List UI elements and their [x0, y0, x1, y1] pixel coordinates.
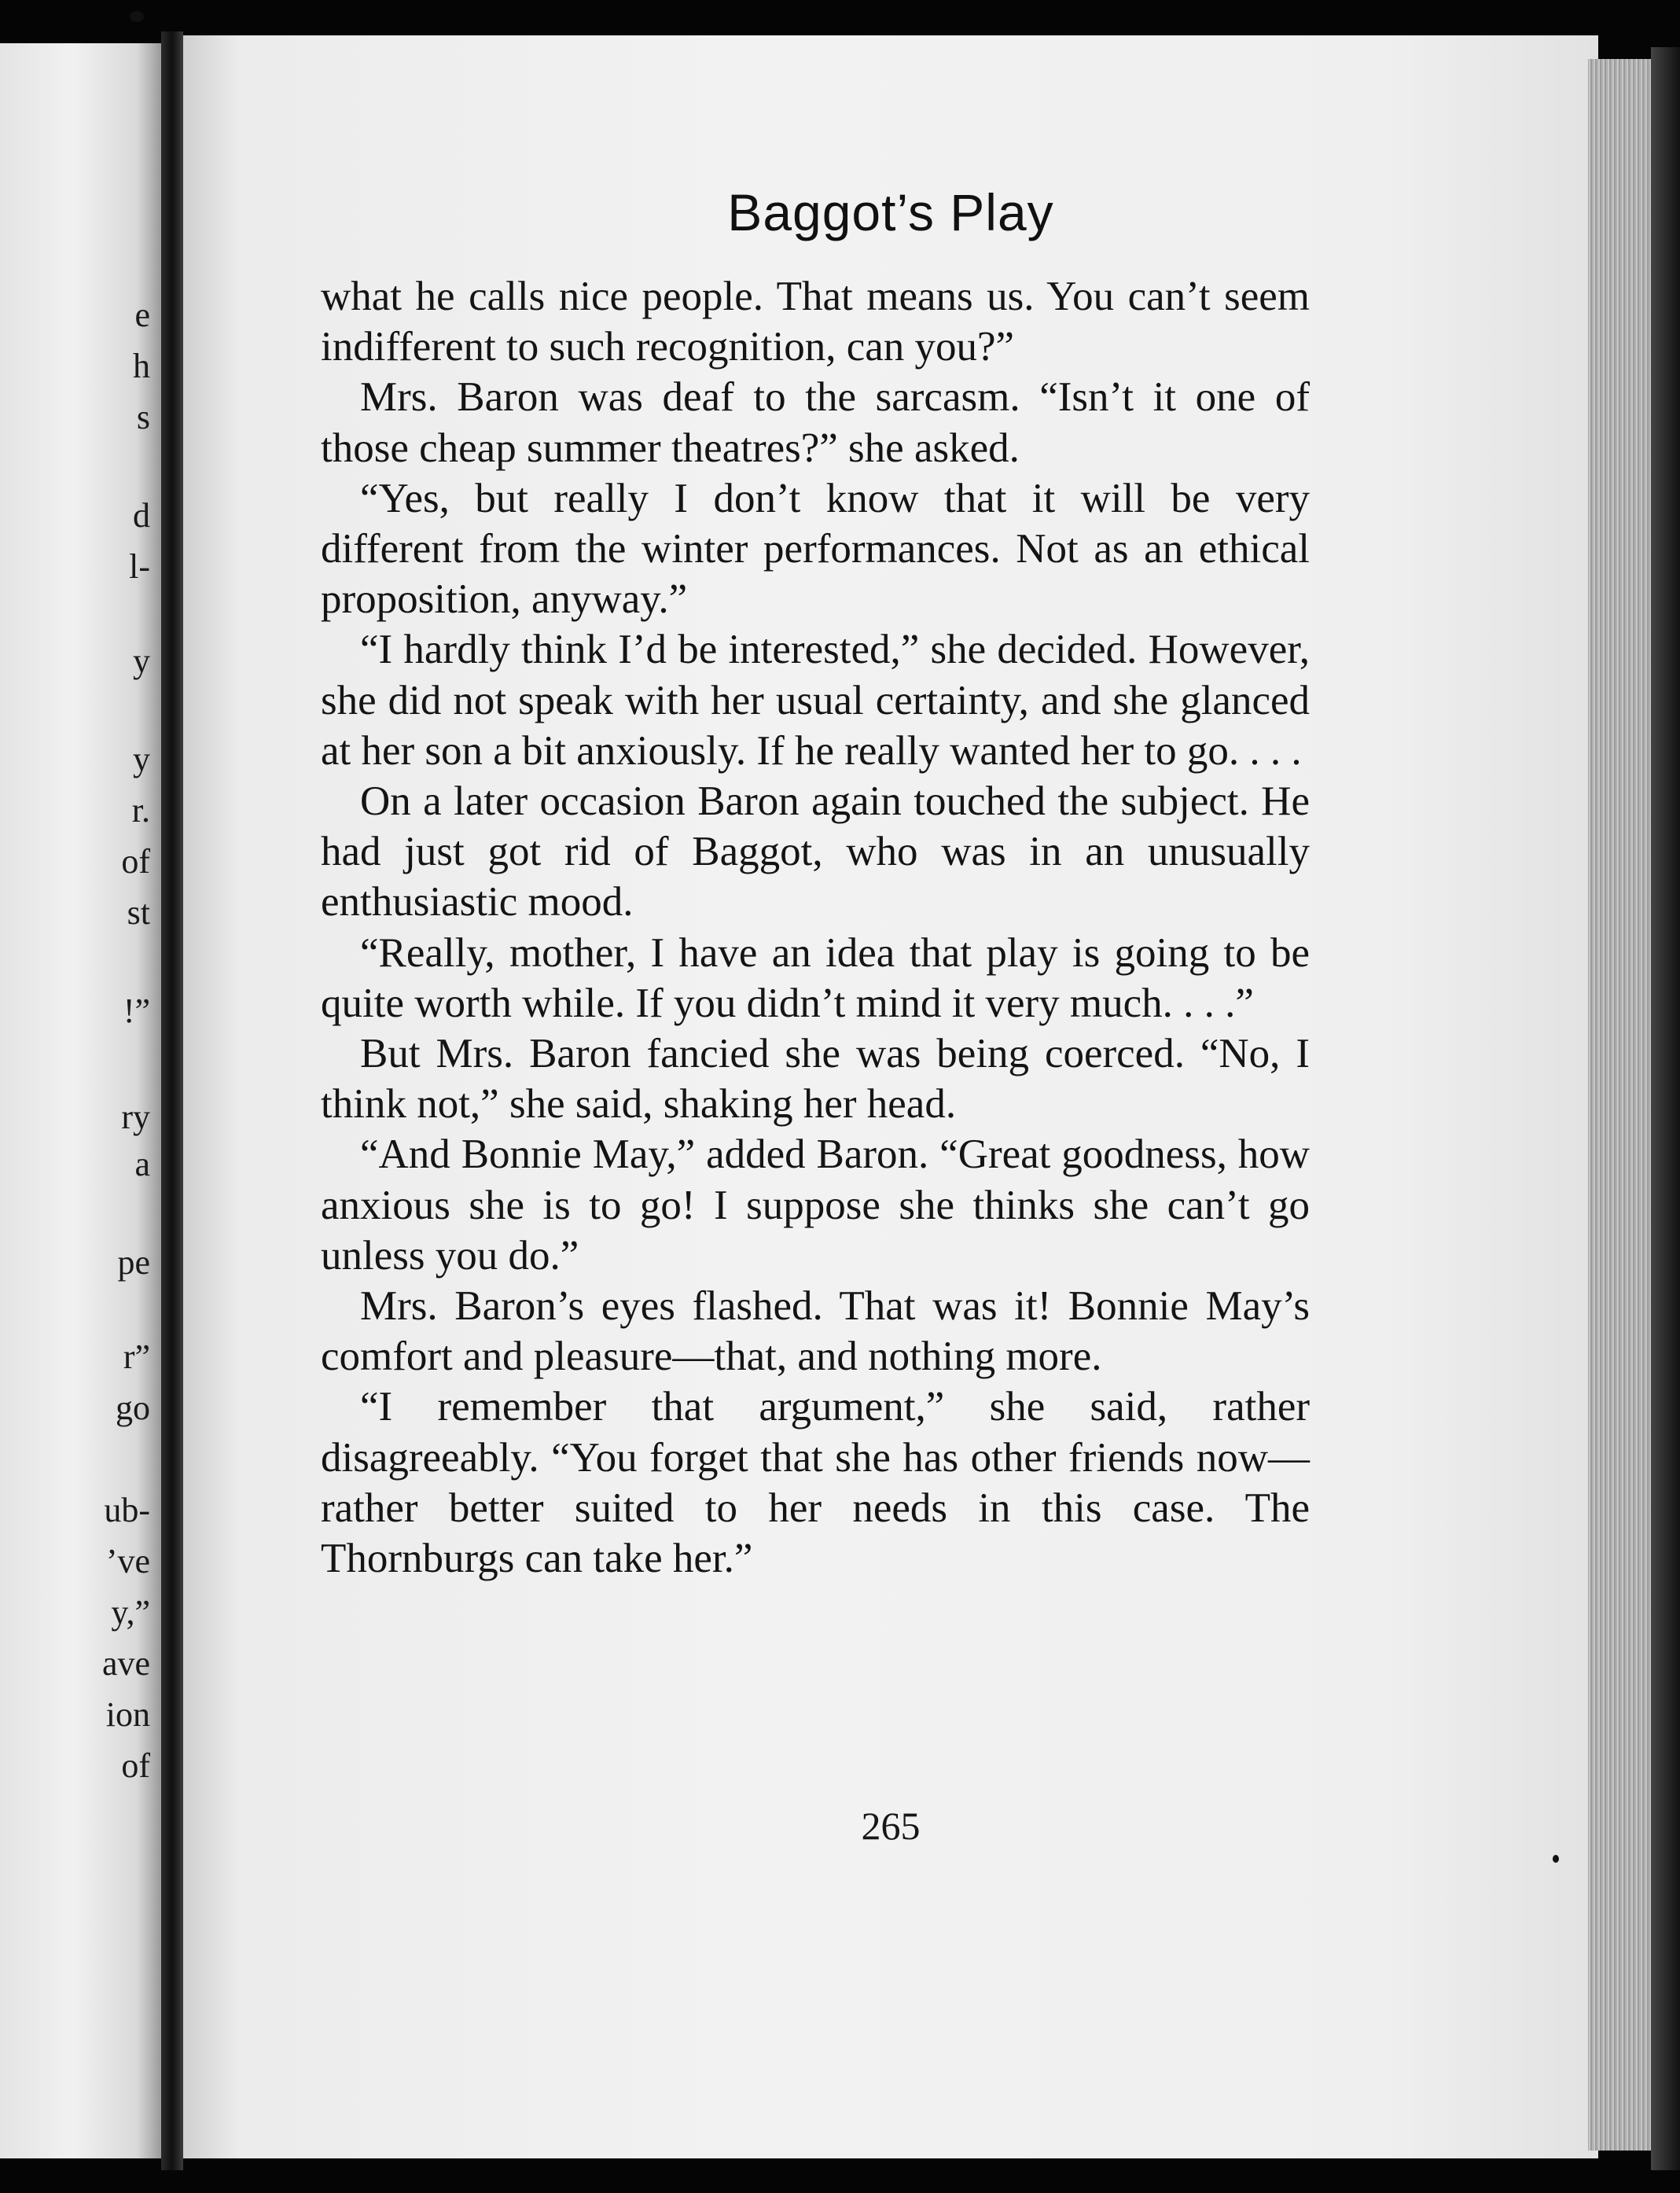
paragraph: what he calls nice people. That means us. You can’t seem indifferent to such recognition, can you?” [321, 274, 1310, 370]
paragraph: Mrs. Baron was deaf to the sarcasm. “Isn’t it one of those cheap summer theatres?” she asked. [321, 374, 1310, 471]
paragraph: Mrs. Baron’s eyes flashed. That was it! Bonnie May’s comfort and pleasure—that, and nothing more. [321, 1283, 1310, 1380]
paragraph: But Mrs. Baron fancied she was being coerced. “No, I think not,” she said, shaking her head. [321, 1031, 1310, 1128]
left-page-fragment: of [121, 1746, 150, 1785]
left-page-fragment: ave [101, 1644, 150, 1683]
left-page-fragment: go [116, 1389, 150, 1427]
left-page-fragment: ’ve [105, 1542, 150, 1580]
left-page-fragment: y [133, 740, 150, 778]
scan-speck [1553, 1855, 1559, 1863]
paragraph: “Yes, but really I don’t know that it will be very different from the winter performances. Not as an ethical proposition, anyway.” [321, 475, 1310, 623]
left-page-fragment: ion [105, 1695, 150, 1734]
left-page-fragment: e [134, 296, 150, 334]
body-text [321, 271, 1310, 1584]
left-page-fragment: of [121, 842, 150, 881]
paragraph: “I remember that argument,” she said, rather disagreeably. “You forget that she has other friends now—rather better suited to her needs in this case. The Thornburgs can take her.” [321, 1384, 1310, 1582]
paragraph: On a later occasion Baron again touched the subject. He had just got rid of Baggot, who was in an unusually enthusiastic mood. [321, 778, 1310, 925]
book-gutter [161, 31, 183, 2170]
book-edge-shadow [1651, 47, 1680, 2170]
left-page-fragment: r” [123, 1338, 150, 1376]
left-page-fragment: l- [129, 547, 150, 586]
left-page-fragment: y,” [111, 1593, 150, 1632]
left-page-fragment: st [127, 893, 150, 932]
left-page-fragment: y [133, 642, 150, 680]
paragraph: “And Bonnie May,” added Baron. “Great goodness, how anxious she is to go! I suppose she thinks she can’t go unless you do.” [321, 1131, 1310, 1279]
left-page-fragment: h [133, 347, 150, 385]
running-head: Baggot’s Play [727, 183, 1054, 241]
left-page-fragment: ry [121, 1098, 150, 1136]
left-page-fragment: ub- [104, 1491, 150, 1529]
left-page-fragment: !” [123, 992, 150, 1030]
left-page-fragment: pe [117, 1243, 150, 1282]
paragraph: “Really, mother, I have an idea that play is going to be quite worth while. If you didn’t mind it very much. . . .” [321, 929, 1310, 1026]
page-edges [1588, 59, 1659, 2151]
page-number: 265 [861, 1804, 921, 1848]
left-page-fragment: s [136, 398, 150, 436]
scan-speck [130, 11, 144, 22]
left-facing-page [0, 43, 161, 2158]
left-page-fragment: r. [131, 791, 150, 830]
left-page-fragment: a [134, 1145, 150, 1183]
paragraph: “I hardly think I’d be interested,” she decided. However, she did not speak with her usual certainty, and she glanced at her son a bit anxiously. If he really wanted her to go. . . . [321, 627, 1310, 774]
left-page-fragment: d [133, 496, 150, 535]
